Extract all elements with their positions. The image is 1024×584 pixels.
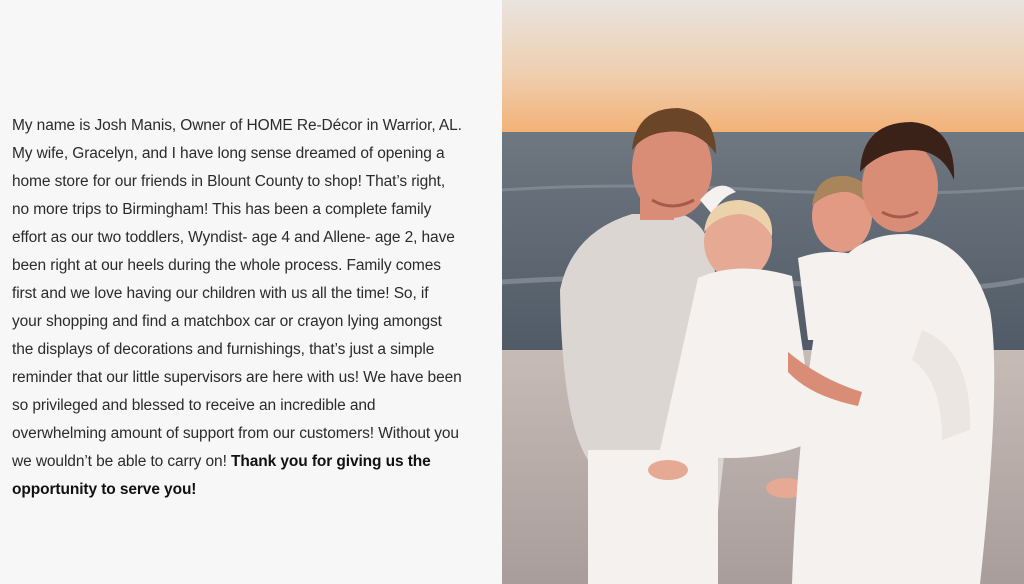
about-paragraph-text: My name is Josh Manis, Owner of HOME Re-Décor in Warrior, AL. My wife, Gracelyn, and I have long sense dreamed of opening a home store for our friends in Blount County to shop! That’s right, no more trips to Birmingham! This has been a complete family effort as our two toddlers, Wyndist- age 4 and Allene- age 2, have been right at our heels during the whole process. Family comes first and we love having our children with us all the time! So, if your shopping and find a matchbox car or crayon lying amongst the displays of decorations and furnishings, that’s just a simple reminder that our little supervisors are here with us! We have been so privileged and blessed to receive an incredible and overwhelming amount of support from our customers! Without you we wouldn’t be able to carry on! [12,117,462,470]
about-paragraph [12,112,462,504]
about-text-panel [0,0,502,584]
sky [502,0,1024,132]
family-beach-photo-illustration [502,0,1024,584]
family-photo [502,0,1024,584]
about-closing-bold: Thank you for giving us the opportunity to serve you! [12,453,431,498]
